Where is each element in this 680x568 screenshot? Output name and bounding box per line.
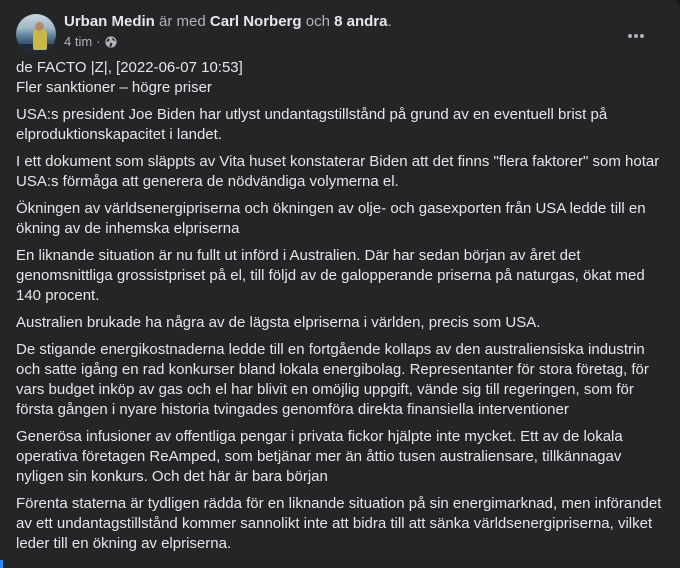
focus-indicator [0, 560, 3, 568]
paragraph: Ökningen av världsenergipriserna och ökningen av olje- och gasexporten från USA ledde till en ökning av de inhemska elpriserna [16, 200, 646, 237]
and-connector-text: och [301, 13, 335, 30]
post-body [16, 58, 664, 561]
paragraph: De stigande energikostnaderna ledde till en fortgående kollaps av den australiensiska industrin och satte igång en rad konkurser bland lokala energibolag. Representanter för stora företag, för vars budget inköp av gas och el har blivit en omöjlig uppgift, vände sig till regeringen, som för första gången i nyare historia tvingades genomföra direkta finansiella interventioner [16, 341, 649, 418]
tagged-person-link[interactable]: Carl Norberg [209, 13, 302, 30]
paragraph: Australien brukade ha några av de lägsta elpriserna i världen, precis som USA. [16, 314, 541, 331]
post-title-line [64, 12, 392, 32]
headline: Fler sanktioner – högre priser [16, 79, 212, 96]
more-options-icon-dot [634, 34, 638, 38]
meta-separator: · [96, 34, 101, 49]
globe-icon[interactable] [105, 36, 117, 48]
paragraph: USA:s president Joe Biden har utlyst undantagstillstånd på grund av en eventuell brist på elproduktionskapacitet i landet. [16, 106, 608, 143]
post-meta [64, 33, 117, 51]
with-connector-text: är med [154, 13, 210, 30]
title-end-punctuation: . [387, 13, 392, 30]
others-link[interactable]: 8 andra [334, 13, 388, 30]
more-options-button[interactable] [618, 18, 654, 54]
author-avatar[interactable] [16, 14, 56, 54]
paragraph: I ett dokument som släppts av Vita huset konstaterar Biden att det finns "flera faktorer" som hotar USA:s förmåga att generera de nödvändiga volymerna el. [16, 153, 660, 190]
author-name-link[interactable]: Urban Medin [64, 13, 155, 30]
more-options-icon-dot [628, 34, 632, 38]
paragraph: Generösa infusioner av offentliga pengar i privata fickor hjälpte inte mycket. Ett av de lokala operativa företagen ReAmped, som betjänar mer än åttio tusen australiensare, tillkännagav nyligen sin konkurs. Och det här är bara början [16, 428, 623, 485]
avatar-photo-person [33, 28, 47, 50]
paragraph: Förenta staterna är tydligen rädda för en liknande situation på sin energimarknad, men införandet av ett undantagstillstånd kommer sannolikt inte att bidra till att sänka världsenergipriserna, vilket leder till en ökning av elpriserna. [16, 495, 662, 552]
post-heading [16, 58, 664, 98]
post-header [16, 12, 664, 56]
more-options-icon-dot [640, 34, 644, 38]
paragraph: En liknande situation är nu fullt ut införd i Australien. Där har sedan början av året det genomsnittliga grossistpriset på el, till följd av de galopperande priserna på naturgas, ökat med 140 procent. [16, 247, 645, 304]
post-timestamp[interactable]: 4 tim [64, 34, 93, 49]
avatar-photo-head [35, 22, 44, 31]
source-line: de FACTO |Z|, [2022-06-07 10:53] [16, 59, 243, 76]
